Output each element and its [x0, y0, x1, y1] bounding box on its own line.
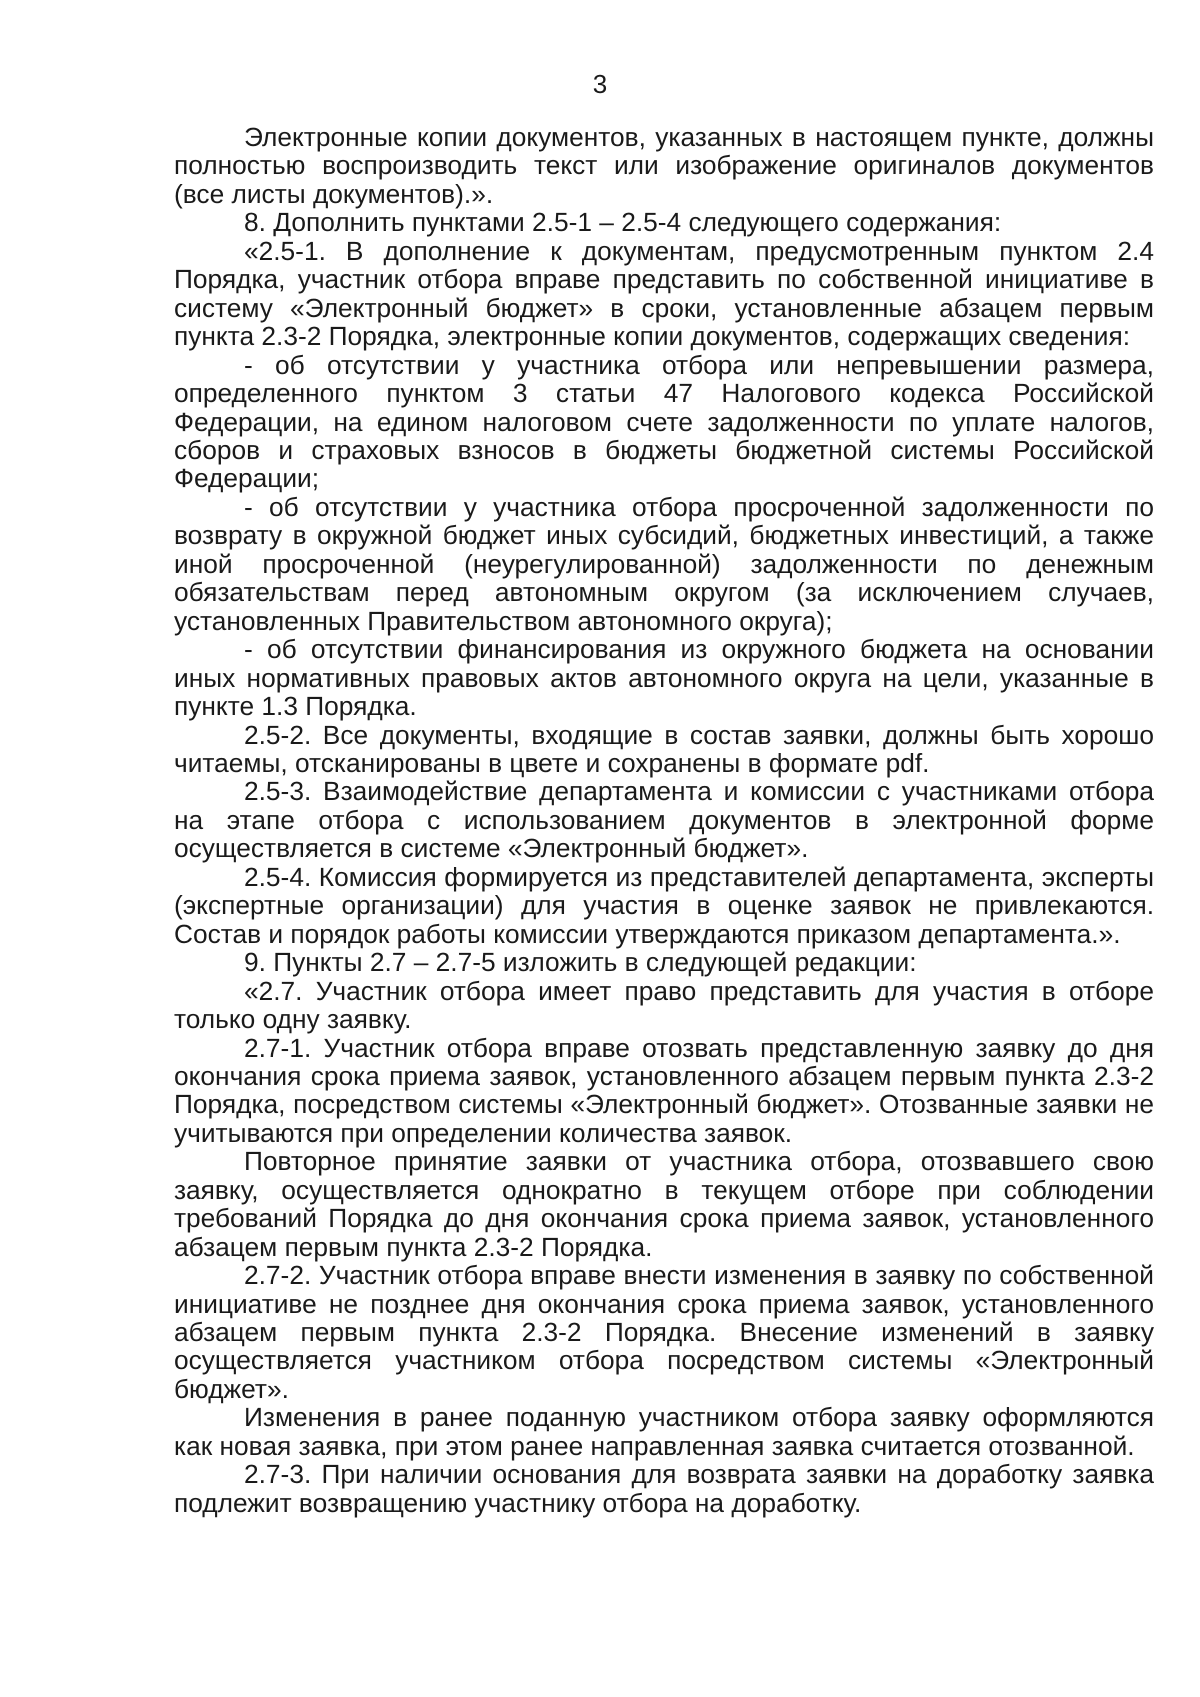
paragraph-bullet-no-financing: - об отсутствии финансирования из окружного бюджета на основании иных нормативных правовых актов автономного округа на цели, указанные в пункте 1.3 Порядка.	[174, 634, 1154, 722]
paragraph-changes-new-application: Изменения в ранее поданную участником отбора заявку оформляются как новая заявка, при этом ранее направленная заявка считается отозванной.	[174, 1402, 1154, 1461]
page-number: 3	[592, 69, 608, 99]
paragraph-resubmission: Повторное принятие заявки от участника отбора, отозвавшего свою заявку, осуществляется однократно в текущем отборе при соблюдении требований Порядка до дня окончания срока приема заявок, установленного абзацем первым пункта 2.3-2 Порядка.	[174, 1146, 1154, 1262]
paragraph-item-8: 8. Дополнить пунктами 2.5-1 – 2.5-4 следующего содержания:	[244, 207, 1002, 238]
paragraph-bullet-tax-debt: - об отсутствии у участника отбора или непревышении размера, определенного пунктом 3 статьи 47 Налогового кодекса Российской Федерации, на едином налоговом счете задолженности по уплате налогов, сборов и страховых взносов в бюджеты бюджетной системы Российской Федерации;	[174, 349, 1154, 494]
paragraph-electronic-copies: Электронные копии документов, указанных в настоящем пункте, должны полностью воспроизводить текст или изображение оригиналов документов (все листы документов).».	[174, 122, 1154, 209]
paragraph-item-9: 9. Пункты 2.7 – 2.7-5 изложить в следующей редакции:	[244, 947, 917, 978]
paragraph-2-5-1: «2.5-1. В дополнение к документам, предусмотренным пунктом 2.4 Порядка, участник отбора вправе представить по собственной инициативе в систему «Электронный бюджет» в сроки, установленные абзацем первым пункта 2.3-2 Порядка, электронные копии документов, содержащих сведения:	[174, 235, 1154, 352]
paragraph-2-5-4: 2.5-4. Комиссия формируется из представителей департамента, эксперты (экспертные организации) для участия в оценке заявок не привлекаются. Состав и порядок работы комиссии утверждаются приказом департамента.».	[174, 861, 1154, 949]
paragraph-2-7-2: 2.7-2. Участник отбора вправе внести изменения в заявку по собственной инициативе не позднее дня окончания срока приема заявок, установленного абзацем первым пункта 2.3-2 Порядка. Внесение изменений в заявку осуществляется участником отбора посредством системы «Электронный бюджет».	[174, 1260, 1154, 1404]
paragraph-bullet-overdue-debt: - об отсутствии у участника отбора просроченной задолженности по возврату в окружной бюджет иных субсидий, бюджетных инвестиций, а также иной просроченной (неурегулированной) задолженности по денежным обязательствам перед автономным округом (за исключением случаев, установленных Правительством автономного округа);	[174, 491, 1154, 636]
paragraph-2-7-1: 2.7-1. Участник отбора вправе отозвать представленную заявку до дня окончания срока приема заявок, установленного абзацем первым пункта 2.3-2 Порядка, посредством системы «Электронный бюджет». Отозванные заявки не учитываются при определении количества заявок.	[174, 1032, 1154, 1148]
document-body	[174, 123, 1154, 1517]
paragraph-2-7-3: 2.7-3. При наличии основания для возврата заявки на доработку заявка подлежит возвращению участнику отбора на доработку.	[174, 1459, 1154, 1518]
paragraph-2-5-2: 2.5-2. Все документы, входящие в состав заявки, должны быть хорошо читаемы, отсканированы в цвете и сохранены в формате pdf.	[174, 719, 1154, 778]
paragraph-2-5-3: 2.5-3. Взаимодействие департамента и комиссии с участниками отбора на этапе отбора с использованием документов в электронной форме осуществляется в системе «Электронный бюджет».	[174, 776, 1154, 864]
paragraph-2-7: «2.7. Участник отбора имеет право представить для участия в отборе только одну заявку.	[174, 975, 1154, 1035]
